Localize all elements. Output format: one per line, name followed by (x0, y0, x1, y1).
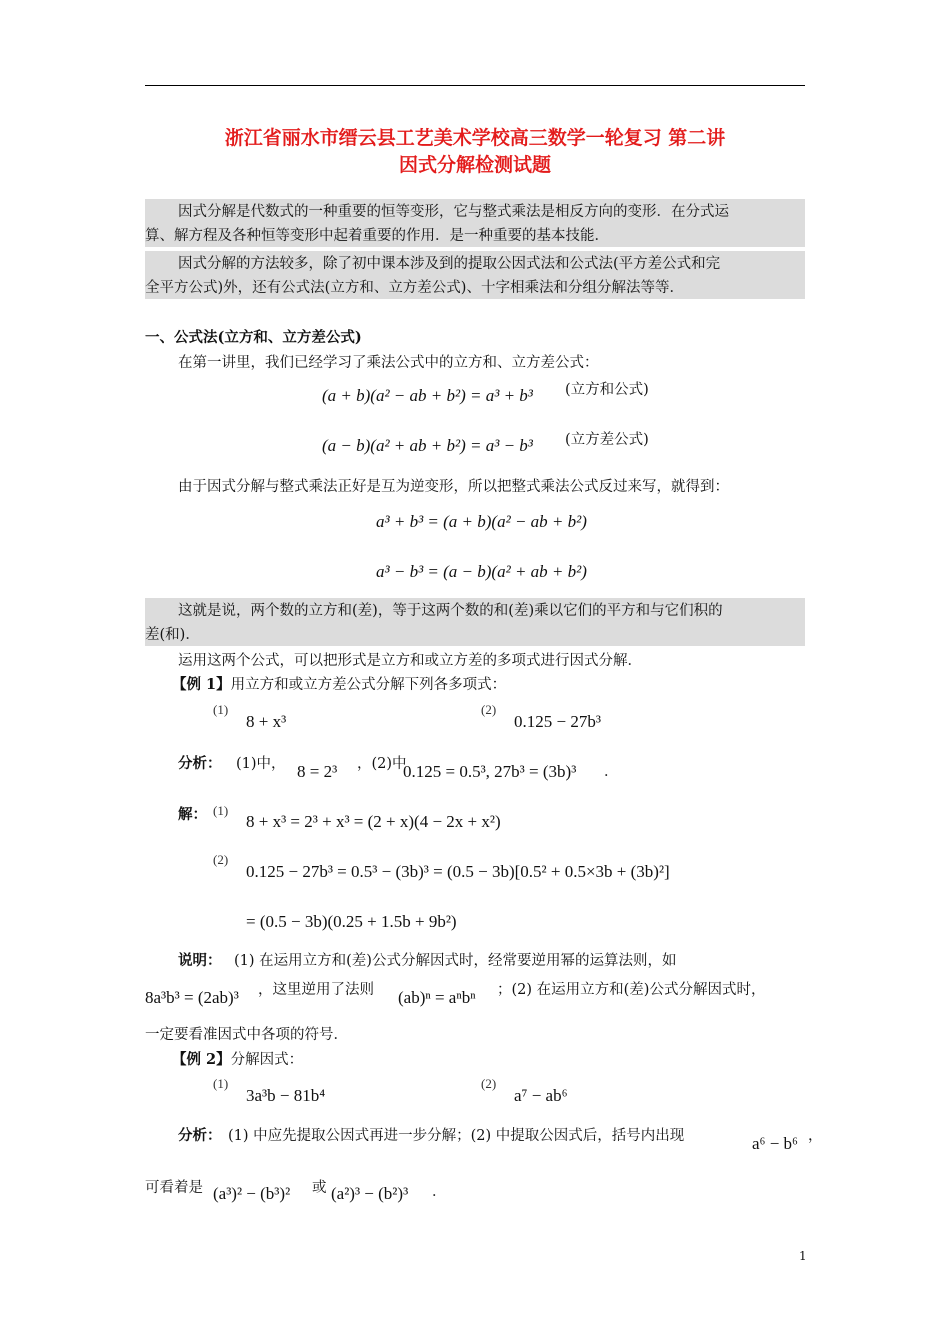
section-heading: 一、公式法(立方和、立方差公式) (145, 329, 362, 346)
example1-analysis-part1: (1)中， (236, 756, 286, 772)
note-math2: (ab)ⁿ = aⁿbⁿ (398, 988, 476, 1007)
example1-item1-expr: 8 + x³ (246, 712, 287, 731)
example1-item2-expr: 0.125 − 27b³ (514, 712, 601, 731)
example1-solution2: 0.125 − 27b³ = 0.5³ − (3b)³ = (0.5 − 3b)[0.5² + 0.5×3b + (3b)²] (246, 862, 670, 881)
example2-analysis-text1: (1) 中应先提取公因式再进一步分解；(2) 中提取公因式后，括号内出现 (228, 1128, 685, 1144)
example2-analysis-end: ． (432, 1184, 447, 1200)
note-math1: 8a³b³ = (2ab)³ (145, 988, 239, 1007)
formula-diff-note: (立方差公式) (565, 432, 649, 448)
header-rule (145, 85, 805, 86)
example2-analysis-math3: (a²)³ − (b²)³ (331, 1184, 409, 1203)
note-label: 说明： (178, 952, 222, 969)
summary-line1: 这就是说，两个数的立方和(差)，等于这两个数的和(差)乘以它们的平方和与它们积的 (178, 603, 723, 619)
example2-analysis-label: 分析： (178, 1127, 222, 1144)
example1-analysis-math1: 8 = 2³ (297, 762, 338, 781)
example1-solution2-number: (2) (213, 852, 229, 867)
example1-solution1-number: (1) (213, 803, 229, 818)
example1-heading: 【例 1】用立方和或立方差公式分解下列各多项式： (172, 676, 507, 693)
formula-factor-diff: a³ − b³ = (a − b)(a² + ab + b²) (376, 562, 587, 581)
formula-sum-cubes: (a + b)(a² − ab + b²) = a³ + b³ (322, 386, 533, 405)
example2-heading: 【例 2】分解因式： (172, 1051, 304, 1068)
document-title-line1: 浙江省丽水市缙云县工艺美术学校高三数学一轮复习 第二讲 (224, 127, 726, 149)
example1-analysis-part2: ，(2)中 (357, 756, 407, 772)
intro-p1-line1: 因式分解是代数式的一种重要的恒等变形，它与整式乘法是相反方向的变形．在分式运 (178, 204, 729, 220)
example2-analysis-math2: (a³)² − (b³)² (213, 1184, 291, 1203)
formula-factor-sum: a³ + b³ = (a + b)(a² − ab + b²) (376, 512, 587, 531)
example1-solution1: 8 + x³ = 2³ + x³ = (2 + x)(4 − 2x + x²) (246, 812, 501, 831)
note-text2: ，这里逆用了法则 (258, 982, 374, 998)
example2-analysis-text2: 可看着是 (145, 1180, 203, 1196)
intro-p2-line2: 全平方公式)外，还有公式法(立方和、立方差公式)、十字相乘法和分组分解法等等． (145, 280, 684, 296)
example1-solution-label: 解： (178, 806, 207, 823)
formula-sum-note: (立方和公式) (565, 382, 649, 398)
summary-line2: 差(和)． (145, 627, 200, 643)
note-text3: ；(2) 在运用立方和(差)公式分解因式时， (497, 982, 766, 998)
example2-analysis-or: 或 (312, 1180, 327, 1196)
intro-p2-line1: 因式分解的方法较多，除了初中课本涉及到的提取公因式法和公式法(平方差公式和完 (178, 256, 721, 272)
example2-item2-expr: a⁷ − ab⁶ (514, 1086, 568, 1105)
example2-item1-expr: 3a³b − 81b⁴ (246, 1086, 326, 1105)
example2-analysis-math1: a⁶ − b⁶ (752, 1134, 798, 1153)
example1-item2-number: (2) (481, 702, 497, 717)
note-text1: (1) 在运用立方和(差)公式分解因式时，经常要逆用幂的运算法则，如 (234, 953, 677, 969)
example2-item1-number: (1) (213, 1076, 229, 1091)
example2-analysis-comma: ， (808, 1128, 823, 1144)
example2-item2-number: (2) (481, 1076, 497, 1091)
example1-analysis-label: 分析： (178, 755, 222, 772)
example1-analysis-math2: 0.125 = 0.5³, 27b³ = (3b)³ (403, 762, 577, 781)
note-text4: 一定要看准因式中各项的符号． (145, 1027, 348, 1043)
section-line2: 由于因式分解与整式乘法正好是互为逆变形，所以把整式乘法公式反过来写，就得到： (178, 479, 729, 495)
example1-item1-number: (1) (213, 702, 229, 717)
intro-p1-line2: 算、解方程及各种恒等变形中起着重要的作用．是一种重要的基本技能． (145, 228, 609, 244)
example1-analysis-end: ． (604, 764, 619, 780)
section-line1: 在第一讲里，我们已经学习了乘法公式中的立方和、立方差公式： (178, 355, 599, 371)
document-title-line2: 因式分解检测试题 (398, 154, 551, 176)
page-number: 1 (799, 1249, 807, 1263)
formula-diff-cubes: (a − b)(a² + ab + b²) = a³ − b³ (322, 436, 533, 455)
example1-solution2-cont: = (0.5 − 3b)(0.25 + 1.5b + 9b²) (246, 912, 457, 931)
section-line4: 运用这两个公式，可以把形式是立方和或立方差的多项式进行因式分解． (178, 653, 642, 669)
